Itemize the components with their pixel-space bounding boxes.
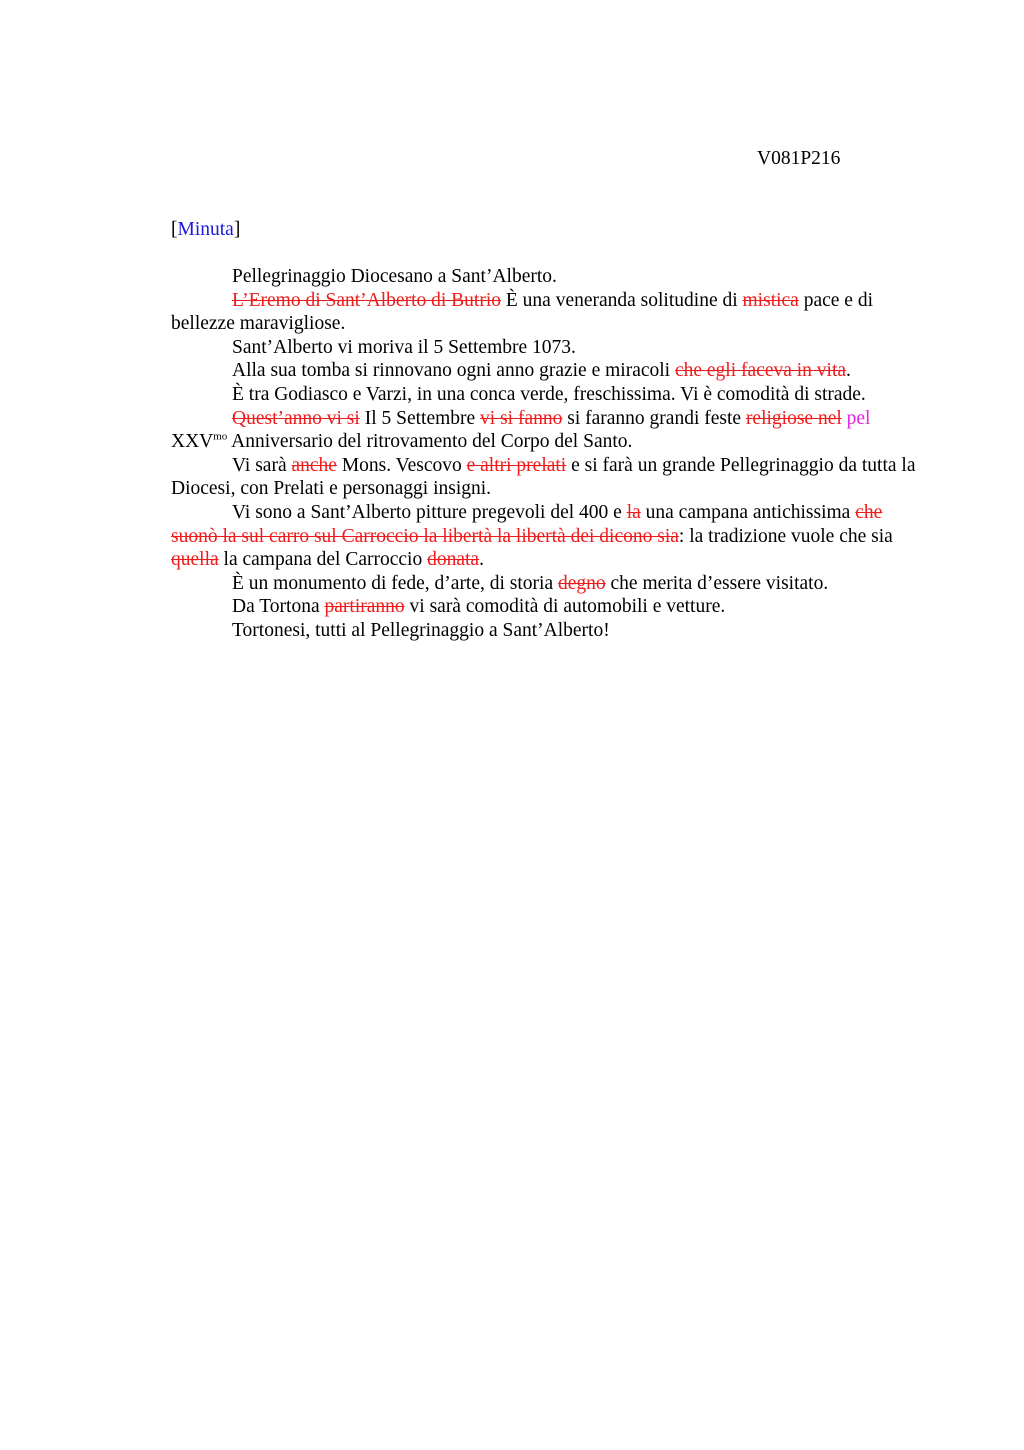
label-close-bracket: ] (233, 219, 241, 240)
paragraph (171, 289, 931, 336)
text-run: Tortonesi, tutti al Pellegrinaggio a Sant’Alberto! (232, 619, 610, 641)
text-run: Sant’Alberto vi moriva il 5 Settembre 1073. (232, 336, 576, 358)
paragraph (171, 501, 931, 572)
deleted-text: donata (427, 549, 480, 571)
text-run: Vi sono a Sant’Alberto pitture pregevoli del 400 e (232, 501, 627, 523)
text-run: È un monumento di fede, d’arte, di storia (232, 572, 558, 594)
deleted-text: la (626, 501, 641, 523)
document-body (171, 265, 931, 643)
text-run: pace e di bellezze maravigliose. (171, 289, 874, 335)
paragraph (171, 336, 931, 360)
deleted-text: degno (558, 572, 606, 594)
text-run: Anniversario del ritrovamento del Corpo del Santo. (227, 431, 633, 453)
text-run: una campana antichissima (640, 501, 856, 523)
text-run: la campana del Carroccio (218, 549, 428, 571)
text-run: Pellegrinaggio Diocesano a Sant’Alberto. (232, 266, 557, 287)
paragraph-title (171, 265, 931, 289)
text-run: Da Tortona (232, 596, 325, 618)
deleted-text: partiranno (324, 596, 405, 618)
deleted-text: Quest’anno vi si (232, 407, 360, 429)
paragraph (171, 572, 931, 596)
text-run: si faranno grandi feste (562, 407, 746, 429)
text-run: Il 5 Settembre (359, 407, 481, 429)
page-id: V081P216 (757, 148, 841, 169)
text-run: . (479, 549, 484, 571)
paragraph (171, 383, 931, 407)
minuta-label (171, 218, 240, 242)
paragraph (171, 407, 931, 454)
text-run: Vi sarà (232, 454, 292, 476)
paragraph (171, 359, 931, 383)
deleted-text: e altri prelati (466, 454, 567, 476)
text-run: È una veneranda solitudine di (501, 289, 743, 311)
paragraph (171, 454, 931, 501)
label-text: Minuta (177, 219, 234, 240)
text-run: e si farà un grande Pellegrinaggio da tutta la Diocesi, con Prelati e personaggi insigni. (171, 454, 916, 500)
text-run: XXV (171, 431, 214, 453)
text-run: che merita d’essere visitato. (605, 572, 829, 594)
inserted-text: pel (846, 407, 871, 429)
deleted-text: religiose nel (745, 407, 842, 429)
deleted-text: L’Eremo di Sant’Alberto di Butrio (232, 289, 501, 311)
text-run: . (846, 360, 851, 382)
text-run: : la tradizione vuole che sia (678, 525, 893, 547)
text-run: Mons. Vescovo (336, 454, 467, 476)
deleted-text: vi si fanno (480, 407, 563, 429)
deleted-text: mistica (742, 289, 799, 311)
superscript: mo (213, 430, 228, 443)
deleted-text: che egli faceva in vita (674, 360, 847, 382)
paragraph (171, 619, 931, 643)
text-run: È tra Godiasco e Varzi, in una conca verde, freschissima. Vi è comodità di strade. (232, 383, 866, 405)
paragraph (171, 595, 931, 619)
deleted-text: quella (171, 549, 219, 571)
deleted-text: che suonò la sul carro sul Carroccio la libertà la libertà dei dicono sia (171, 501, 883, 547)
label-open-bracket: [ (171, 219, 178, 240)
text-run: vi sarà comodità di automobili e vetture. (404, 596, 726, 618)
text-run: Alla sua tomba si rinnovano ogni anno grazie e miracoli (232, 360, 675, 382)
deleted-text: anche (291, 454, 337, 476)
